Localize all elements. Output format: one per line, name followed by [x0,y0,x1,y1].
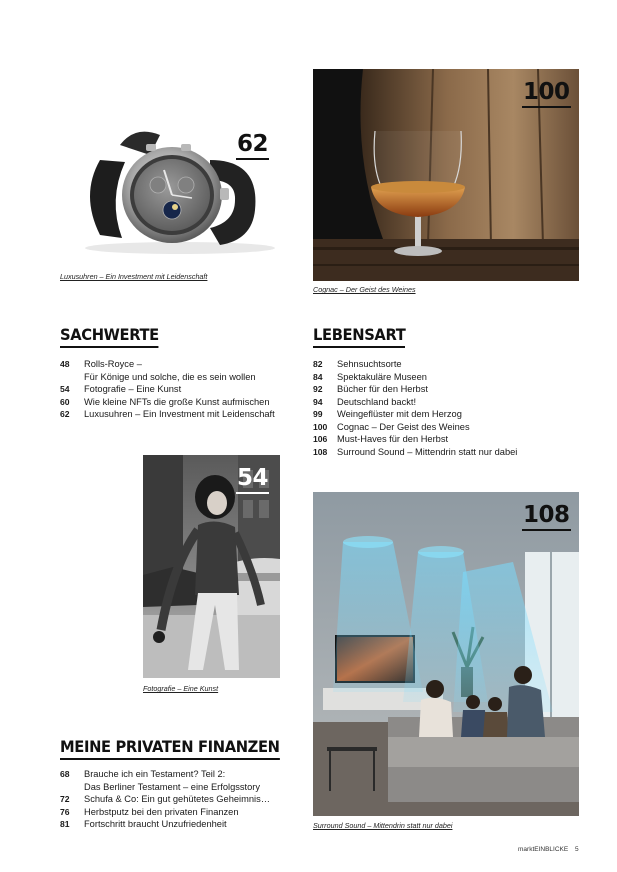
toc-sachwerte [60,358,275,421]
toc-entry[interactable]: Das Berliner Testament – eine Erfolgsstory [84,781,261,792]
footer-page-number: 5 [575,846,579,853]
livingroom-illustration [313,492,579,816]
watch-illustration [60,100,300,260]
woman-page-number: 54 [236,465,269,494]
livingroom-page-number: 108 [522,502,571,531]
cognac-page-number: 100 [522,79,571,108]
toc-entry[interactable]: 92 Bücher für den Herbst [313,384,428,394]
toc-entry[interactable]: 60 Wie kleine NFTs die große Kunst aufmischen [60,396,270,407]
toc-entry[interactable]: 82 Sehnsuchtsorte [313,359,402,369]
cognac-caption[interactable]: Cognac – Der Geist des Weines [313,285,416,294]
toc-finanzen [60,768,270,831]
toc-entry[interactable]: 99 Weingeflüster mit dem Herzog [313,409,462,419]
section-title-sachwerte: SACHWERTE [60,325,159,348]
livingroom-photo [313,492,579,816]
toc-entry[interactable]: Für Könige und solche, die es sein wollen [84,371,256,382]
section-title-lebensart: LEBENSART [313,325,405,348]
watch-caption[interactable]: Luxusuhren – Ein Investment mit Leidenschaft [60,272,208,281]
toc-entry[interactable]: 100 Cognac – Der Geist des Weines [313,421,470,432]
toc-entry[interactable]: 62 Luxusuhren – Ein Investment mit Leidenschaft [60,409,275,419]
footer-brand: marktEINBLICKE [518,846,569,853]
watch-page-number: 62 [236,131,269,160]
toc-entry[interactable]: 106 Must-Haves für den Herbst [313,434,449,444]
toc-lebensart [313,358,517,458]
livingroom-caption[interactable]: Surround Sound – Mittendrin statt nur dabei [313,821,453,830]
toc-entry[interactable]: 72 Schufa & Co: Ein gut gehütetes Geheimnis… [60,794,271,804]
section-title-finanzen: MEINE PRIVATEN FINANZEN [60,737,280,760]
toc-entry[interactable]: 94 Deutschland backt! [313,396,417,407]
toc-entry[interactable]: 84 Spektakuläre Museen [313,371,427,382]
toc-entry[interactable]: 54 Fotografie – Eine Kunst [60,384,182,394]
toc-entry[interactable]: 68 Brauche ich ein Testament? Teil 2: [60,769,226,779]
woman-caption[interactable]: Fotografie – Eine Kunst [143,684,219,693]
toc-entry[interactable]: 76 Herbstputz bei den privaten Finanzen [60,806,239,817]
toc-entry[interactable]: 48 Rolls-Royce – [60,359,142,369]
toc-entry[interactable]: 81 Fortschritt braucht Unzufriedenheit [60,819,227,829]
watch-photo [60,100,300,260]
toc-entry[interactable]: 108 Surround Sound – Mittendrin statt nur dabei [313,446,518,457]
